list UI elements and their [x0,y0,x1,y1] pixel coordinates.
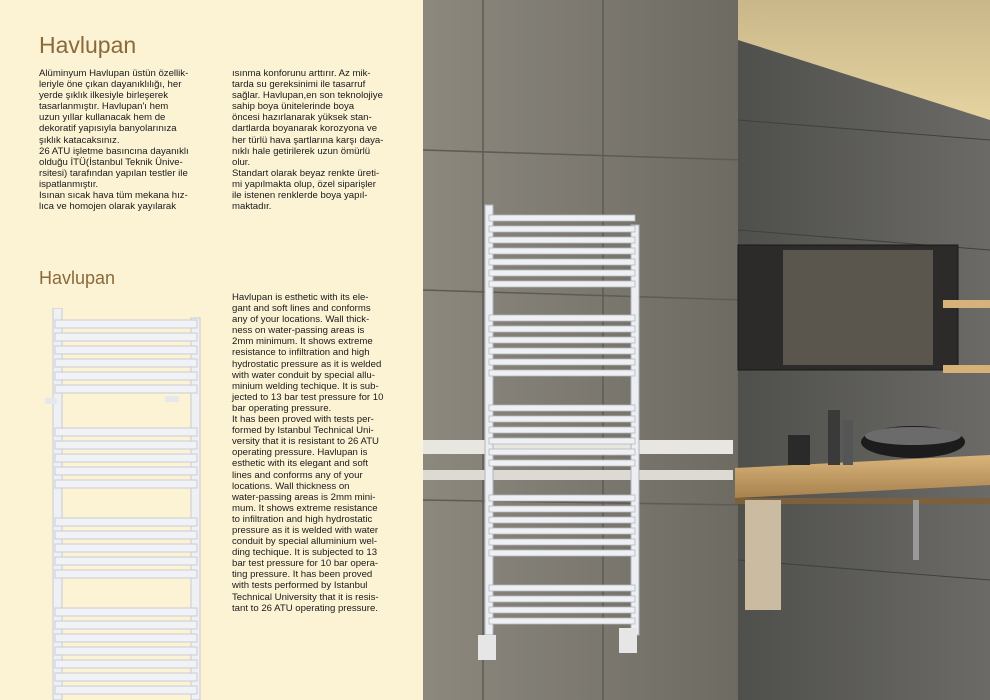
text-panel [0,0,423,700]
english-text-column: Havlupan is esthetic with its ele- gant and soft lines and conforms any of your locations. Wall thick- ness on water-passing areas is 2mm minimum. It shows extreme resistance to infiltration and high hydrostatic pressure as it is welded with water conduit by special allu- minium welding techique. It is sub- jected to 13 bar test pressure for 10 bar operating pressure. It has been proved with tests per- formed by Istanbul Technical Uni- versity that it is resistant to 26 ATU operating pressure. Havlupan is esthetic with its elegant and soft lines and conforms any of your locations. Wall thickness on water-passing areas is 2mm mini- mum. It shows extreme resistance to infiltration and high hydrostatic pressure as it is welded with water conduit by special alluminium wel- ding techique. It is subjected to 13 bar test pressure for 10 bar opera- ting pressure. It has been proved with tests performed by Istanbul Technical University that it is resis- tant to 26 ATU operating pressure. [232,292,384,614]
section-title: Havlupan [39,268,116,288]
turkish-text-column-1: Alüminyum Havlupan üstün özellik- leriyle öne çıkan dayanıklılığı, her yerde şıklık ilkesiyle birleşerek tasarlanmıştır. Havlupan'ı hem uzun yıllar kullanacak hem de dekoratif yapısıyla banyolarınıza şıklık katacaksınız. 26 ATU işletme basıncına dayanıklı olduğu İTÜ(İstanbul Teknik Ünive- rsitesi) tarafından yapılan testler ile ispatlanmıştır. Isınan sıcak hava tüm mekana hız- lıca ve homojen olarak yayılarak [39,68,189,213]
page-title: Havlupan [39,32,137,58]
towel-radiator-product-image [45,308,205,700]
turkish-text-column-2: ısınma konforunu arttırır. Az mik- tarda su gereksinimi ile tasarruf sağlar. Havlupan,en son teknolojiye sahip boya ünitelerinde boya öncesi hazırlanarak yüksek stan- dartlarda boyanarak korozyona ve her türlü hava şartlarına karşı daya- nıklı hale getirilerek uzun ömürlü olur. Standart olarak beyaz renkte üreti- mi yapılmakta olup, özel siparişler ile istenen renklerde boya yapıl- maktadır. [232,68,384,213]
bathroom-photo [423,0,990,700]
bathroom-scene-image [423,0,990,700]
